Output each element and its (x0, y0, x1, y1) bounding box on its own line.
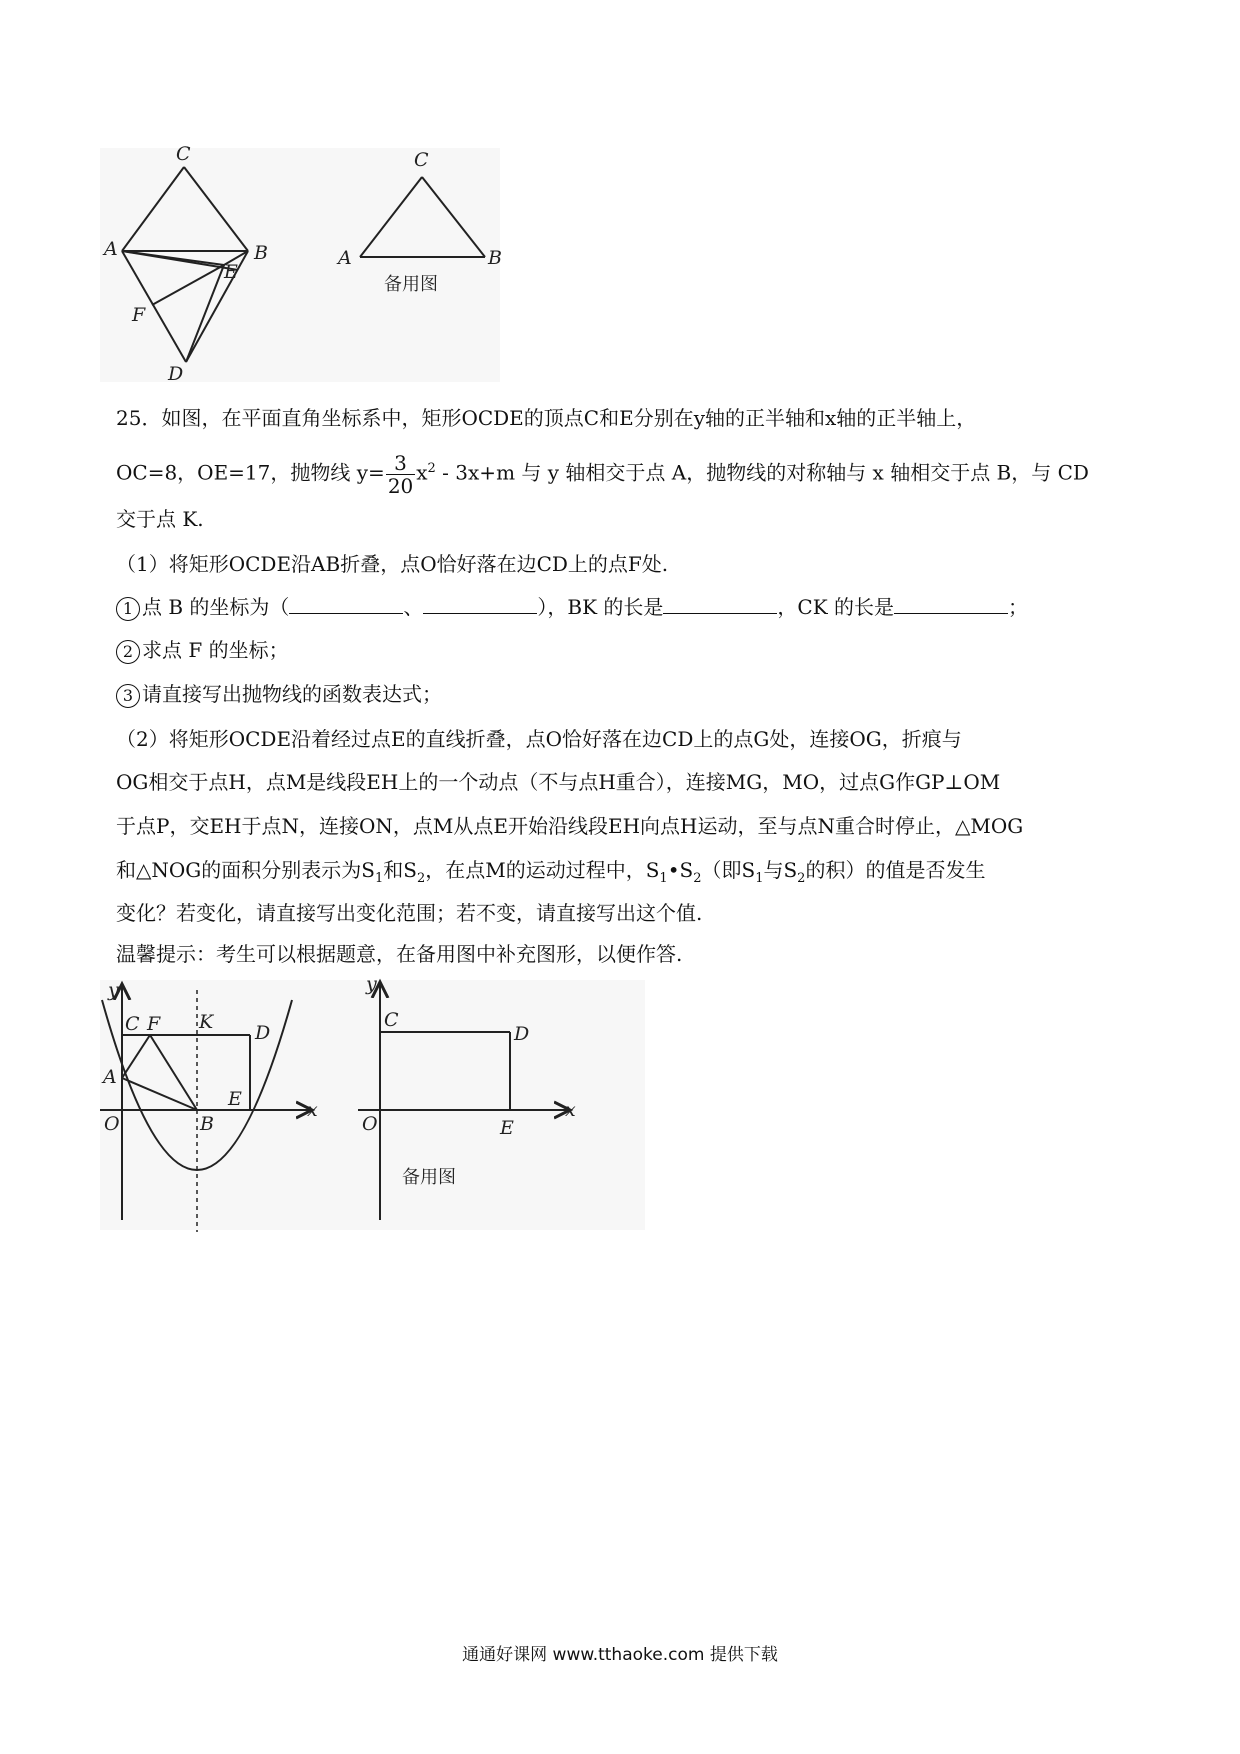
label-F: F (132, 304, 146, 326)
intro-text-1: 如图，在平面直角坐标系中，矩形OCDE的顶点C和E分别在y轴的正半轴和x轴的正半轴上， (161, 406, 977, 430)
part2-4d: •S (667, 858, 694, 882)
circled-number-1: 1 (116, 597, 140, 621)
figure-coordinate-parabola (100, 970, 660, 1240)
spare-label-O: O (362, 1113, 378, 1135)
spare-axis-label-y: y (366, 973, 377, 995)
spare-label-D: D (514, 1023, 530, 1045)
spare-label-C: C (384, 1009, 399, 1031)
spare-label-E: E (500, 1117, 514, 1139)
problem-intro-line2 (116, 446, 1089, 497)
sub-2b: 2 (693, 871, 702, 886)
spare-label-C: C (414, 149, 429, 171)
sub-1c: 1 (755, 871, 764, 886)
sub-1b: 1 (659, 871, 668, 886)
sub-2a: 2 (416, 871, 426, 886)
label-C: C (176, 143, 191, 165)
fraction-denominator: 20 (387, 473, 414, 498)
q2-text: 求点 F 的坐标； (142, 638, 289, 662)
problem-intro-line1 (116, 404, 976, 432)
label-D: D (168, 363, 184, 385)
q1-text-c: ），BK 的长是 (537, 595, 664, 619)
label-B: B (200, 1113, 214, 1135)
label-A: A (103, 1066, 117, 1088)
part2-4b: 和S (383, 858, 417, 882)
circled-number-3: 3 (116, 684, 140, 708)
spare-figure-caption-2: 备用图 (402, 1167, 456, 1188)
part2-4e: （即S (701, 858, 756, 882)
figure-quadrilateral (100, 140, 520, 390)
part2-line5: 变化？若变化，请直接写出变化范围；若不变，请直接写出这个值. (116, 901, 703, 925)
label-K: K (199, 1011, 214, 1033)
q3-text: 请直接写出抛物线的函数表达式； (142, 682, 442, 706)
circled-number-2: 2 (116, 640, 140, 664)
part2-line3: 于点P，交EH于点N，连接ON，点M从点E开始沿线段EH向点H运动，至与点N重合时停止，△MOG (116, 814, 1024, 838)
spare-label-B: B (488, 247, 502, 269)
part2-line2: OG相交于点H，点M是线段EH上的一个动点（不与点H重合），连接MG，MO，过点G作GP⊥OM (116, 770, 1001, 794)
problem-intro-line3: 交于点 K. (116, 507, 204, 531)
spare-figure-caption: 备用图 (384, 274, 438, 295)
answer-blank-by[interactable] (423, 593, 537, 614)
spare-label-A: A (338, 247, 352, 269)
label-F: F (147, 1013, 161, 1035)
axis-label-y: y (108, 979, 119, 1001)
q1-text-d: ，CK 的长是 (777, 595, 895, 619)
answer-blank-bx[interactable] (289, 593, 403, 614)
answer-blank-ck[interactable] (894, 593, 1008, 614)
intro-text-2a: OC=8，OE=17，抛物线 y= (116, 460, 385, 485)
label-O: O (104, 1113, 120, 1135)
part2-line1: （2）将矩形OCDE沿着经过点E的直线折叠，点O恰好落在边CD上的点G处，连接OG，折痕与 (116, 727, 962, 751)
label-B: B (254, 242, 268, 264)
exponent: 2 (427, 461, 436, 476)
intro-text-2b: x (416, 460, 428, 485)
label-D: D (255, 1022, 271, 1044)
part2-line4 (116, 856, 985, 893)
sub-1a: 1 (374, 871, 384, 886)
q1-text-a: 点 B 的坐标为（ (142, 595, 290, 619)
label-C: C (125, 1013, 140, 1035)
fraction-numerator: 3 (386, 452, 415, 475)
q1-text-e: ； (1008, 595, 1029, 619)
question-2 (116, 636, 289, 664)
part1-heading: （1）将矩形OCDE沿AB折叠，点O恰好落在边CD上的点F处. (116, 552, 669, 576)
part2-4f: 与S (763, 858, 798, 882)
q1-text-b: 、 (403, 595, 424, 619)
intro-text-2c: - 3x+m 与 y 轴相交于点 A，抛物线的对称轴与 x 轴相交于点 B，与 CD (435, 460, 1089, 485)
label-E: E (224, 261, 238, 283)
hint-line: 温馨提示：考生可以根据题意，在备用图中补充图形，以便作答. (116, 942, 683, 966)
question-3 (116, 680, 442, 708)
axis-label-x: x (307, 1099, 318, 1121)
question-1 (116, 593, 1028, 621)
problem-number: 25． (116, 406, 162, 430)
label-E: E (228, 1088, 242, 1110)
part2-4g: 的积）的值是否发生 (805, 858, 986, 882)
spare-axis-label-x: x (565, 1099, 576, 1121)
label-A: A (104, 238, 118, 260)
page-footer: 通通好课网 www.tthaoke.com 提供下载 (462, 1645, 778, 1665)
part2-4a: 和△NOG的面积分别表示为S (116, 858, 375, 882)
part2-4c: ，在点M的运动过程中，S (425, 858, 660, 882)
fraction (386, 452, 415, 497)
sub-2c: 2 (797, 871, 806, 886)
answer-blank-bk[interactable] (663, 593, 777, 614)
